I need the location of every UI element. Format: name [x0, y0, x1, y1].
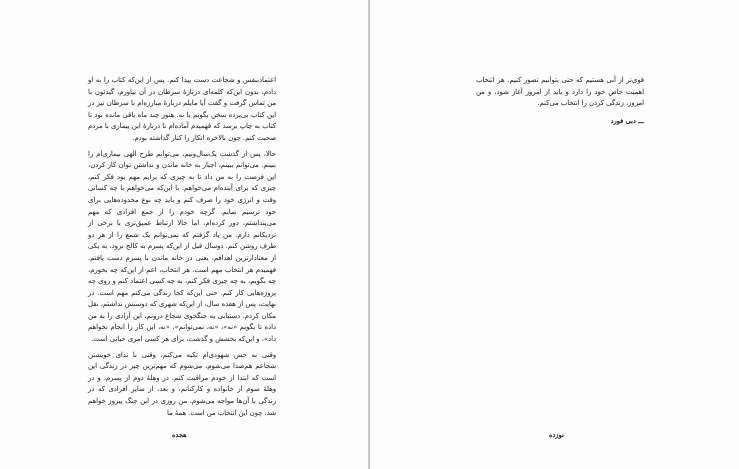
paragraph: اعتماد‌بنفس و شجاعت دست پیدا کنم. پس از این‌که کتاب را به او دادم، بدون این‌که کلمه‌ای دربارهٔ سرطان در آن بیاورم، گیدئون با من تماس گرفت و گفت آیا مایلم دربارهٔ مبارزه‌ام با سرطان نیز در این کتاب بی‌پرده سخن بگویم یا نه. هنوز چند ماه باقی مانده بود تا کتاب به چاپ برسد که فهمیدم آماده‌ام تا دربارهٔ این بیماری با مردم صحبت کنم. چون بالاخره انکار را کنار گذاشته بودم. — [88, 76, 276, 142]
page-number-right: نوزده — [549, 431, 564, 439]
author-signature: ـــ دبی فورد — [610, 116, 644, 125]
left-page — [0, 0, 369, 469]
paragraph: حالا، پس از گذشت یک‌سال‌ونیم، می‌توانم طرح الهی بیماری‌ام را ببینم. می‌توانم ببینم، اجبار به خانه ماندن و نداشتن توان کار کردن، این فرصت را به من داد تا به چیزی که برایم مهم بود فکر کنم. چیزی که برای آینده‌ام می‌خواهم. با این‌که می‌خواهم با چه کسانی وقت و انرژی خود را صرف کنم و باید چه نوع محدوده‌هایی برای خود ترسیم نمایم. گرچه خودم را از جمع افرادی که مهم می‌پنداشتم، دور کرده‌ام، اما حالا ارتباط عمیق‌تری با برخی از نزدیکانم دارم. من یاد گرفتم که نمی‌توانم یک شمع را از هر دو طرف روشن کنم. دوسال قبل از این‌که پسرم به کالج برود، به یکی از معنادارترین اهدافم، یعنی در خانه ماندن با پسرم دست یافتم. فهمیدم هر انتخاب مهم است. هر انتخاب، اعم از این‌که چه بخورم، چه بگویم، به چه چیزی فکر کنم، به چه کسی اعتماد کنم و روی چه پروژه‌هایی کار کنم. حتی این‌که کجا زندگی می‌کنم مهم است. در نهایت، پس از هفده سال، از این‌که شهری که دوستش نداشتم، نقل مکان کردم. دستیابی به جنگجوی شجاع درونم، این آزادی را به من داده تا بگویم «نه»، «نه، نمی‌توانم»، «نه، این کار را انجام نخواهم داد»، و این‌که بخشش و گذشت، برای هر کسی امری حیاتی است. — [88, 149, 276, 344]
page-number-left: هجده — [172, 431, 187, 439]
paragraph: قوی‌تر از آنی هستیم که حتی بتوانیم تصور کنیم. هر انتخاب اهمیت خاص خود را دارد و باید از امروز آغاز شود، و من امروز، زندگی کردن را انتخاب می‌کنم. — [476, 76, 644, 108]
right-page — [369, 0, 739, 469]
book-gutter — [369, 0, 370, 469]
right-page-text — [476, 75, 644, 127]
left-page-text — [88, 75, 276, 423]
paragraph: وقتی به حس شهودی‌ام تکیه می‌کنم، وقتی با ندای خویشتن شجاعم هم‌صدا می‌شوم، می‌شوم که مهم‌ترین چیز در زندگی این است که ابتدا از خودم مراقبت کنم. در وهلهٔ دوم از پسرم، و در وهلهٔ سوم از خانواده و کارکنانم، و بعد، از سایر افرادی که در زندگی با آن‌ها مواجه می‌شوم. من روزی در این جنگ پیروز خواهم شد، چون این انتخاب من است. همهٔ ما — [88, 350, 276, 417]
